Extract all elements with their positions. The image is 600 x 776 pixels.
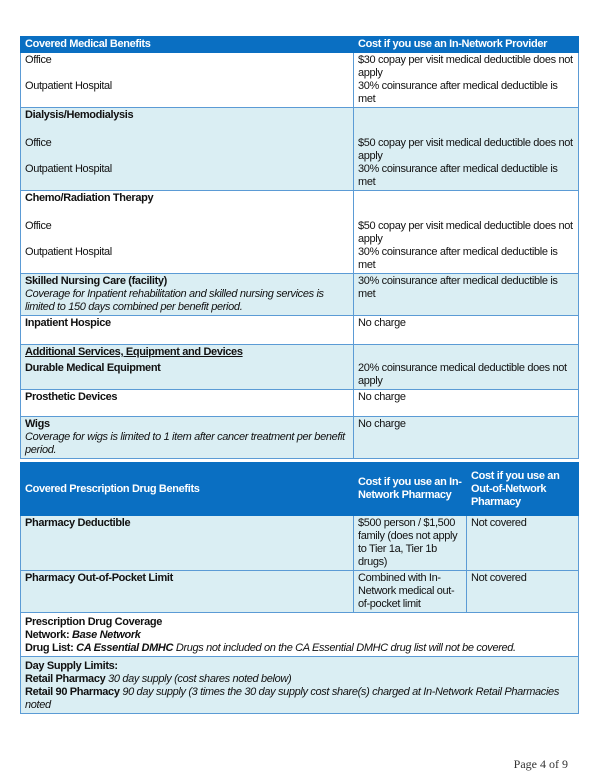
benefit-label: Office: [25, 54, 52, 66]
table-row: [21, 274, 579, 316]
drug-list-label: Drug List:: [25, 642, 74, 654]
rx-benefit-label: Pharmacy Out-of-Pocket Limit: [25, 572, 173, 584]
benefit-cost: No charge: [358, 391, 406, 403]
retail90-pharmacy-label: Retail 90 Pharmacy: [25, 686, 120, 698]
rx-in-network-cost: Combined with In-Network medical out-of-pocket limit: [358, 572, 455, 610]
network-value: Base Network: [71, 629, 141, 641]
rx-benefit-label: Pharmacy Deductible: [25, 517, 131, 529]
drug-list-note: Drugs not included on the CA Essential DMHC drug list will not be covered.: [175, 642, 516, 654]
benefit-title: Dialysis/Hemodialysis: [25, 109, 134, 121]
prescription-benefits-table: [20, 462, 579, 714]
table-row: [21, 53, 579, 108]
benefit-cost: No charge: [358, 317, 406, 329]
benefit-note: Coverage for wigs is limited to 1 item after cancer treatment per benefit period.: [25, 431, 345, 456]
rx-out-network-cost: Not covered: [471, 517, 527, 529]
retail-pharmacy-note: 30 day supply (cost shares noted below): [108, 673, 292, 685]
benefit-title: Prosthetic Devices: [25, 391, 118, 403]
benefit-label: Office: [25, 220, 52, 232]
rx-in-network-cost: $500 person / $1,500 family (does not apply to Tier 1a, Tier 1b drugs): [358, 517, 458, 568]
table-row: [21, 191, 579, 274]
header-covered-medical-benefits: Covered Medical Benefits: [21, 37, 354, 53]
table-row: [21, 108, 579, 191]
benefit-title: Durable Medical Equipment: [25, 362, 161, 374]
header-out-network-pharmacy: Cost if you use an Out-of-Network Pharmacy: [467, 463, 579, 516]
header-in-network-cost: Cost if you use an In-Network Provider: [354, 37, 579, 53]
header-covered-rx-benefits: Covered Prescription Drug Benefits: [21, 463, 354, 516]
benefit-label: Outpatient Hospital: [25, 163, 112, 175]
benefit-cost: 30% coinsurance after medical deductible is met: [358, 246, 558, 271]
benefit-cost: No charge: [358, 418, 406, 430]
table-row: [21, 390, 579, 417]
benefit-title: Chemo/Radiation Therapy: [25, 192, 154, 204]
retail90-pharmacy-note: 90 day supply (3 times the 30 day supply cost share(s) charged at In-Network Retail Pharmacies noted: [25, 686, 559, 711]
benefit-cost: $30 copay per visit medical deductible does not apply: [358, 54, 573, 79]
benefit-cost: 30% coinsurance after medical deductible is met: [358, 80, 558, 105]
page-number: Page 4 of 9: [513, 757, 568, 771]
benefit-label: Office: [25, 137, 52, 149]
network-label: Network:: [25, 629, 70, 641]
tables-wrapper: [20, 36, 578, 714]
header-in-network-pharmacy: Cost if you use an In-Network Pharmacy: [354, 463, 467, 516]
benefit-cost: $50 copay per visit medical deductible does not apply: [358, 220, 573, 245]
table-row: [21, 516, 579, 571]
benefit-cost: 30% coinsurance after medical deductible is met: [358, 163, 558, 188]
benefit-label: Outpatient Hospital: [25, 246, 112, 258]
rx-coverage-row: [21, 613, 579, 657]
day-supply-title: Day Supply Limits:: [25, 660, 118, 672]
benefit-title: Skilled Nursing Care (facility): [25, 275, 167, 287]
benefit-cost: 30% coinsurance after medical deductible is met: [358, 275, 558, 300]
benefit-title: Wigs: [25, 418, 50, 430]
benefit-note: Coverage for Inpatient rehabilitation and skilled nursing services is limited to 150 days combined per benefit period.: [25, 288, 324, 313]
table-row: [21, 571, 579, 613]
rx-table-header: [21, 463, 579, 516]
table-row: [21, 345, 579, 390]
benefit-title: Inpatient Hospice: [25, 317, 111, 329]
drug-list-value: CA Essential DMHC: [76, 642, 174, 654]
retail-pharmacy-label: Retail Pharmacy: [25, 673, 106, 685]
section-title: Additional Services, Equipment and Devices: [25, 346, 243, 358]
benefit-cost: 20% coinsurance medical deductible does not apply: [358, 362, 567, 387]
medical-table-header: [21, 37, 579, 53]
rx-coverage-title: Prescription Drug Coverage: [25, 616, 162, 628]
rx-out-network-cost: Not covered: [471, 572, 527, 584]
benefit-label: Outpatient Hospital: [25, 80, 112, 92]
day-supply-row: [21, 657, 579, 714]
benefit-cost: $50 copay per visit medical deductible does not apply: [358, 137, 573, 162]
table-row: [21, 417, 579, 459]
table-row: [21, 316, 579, 345]
medical-benefits-table: [20, 36, 579, 459]
